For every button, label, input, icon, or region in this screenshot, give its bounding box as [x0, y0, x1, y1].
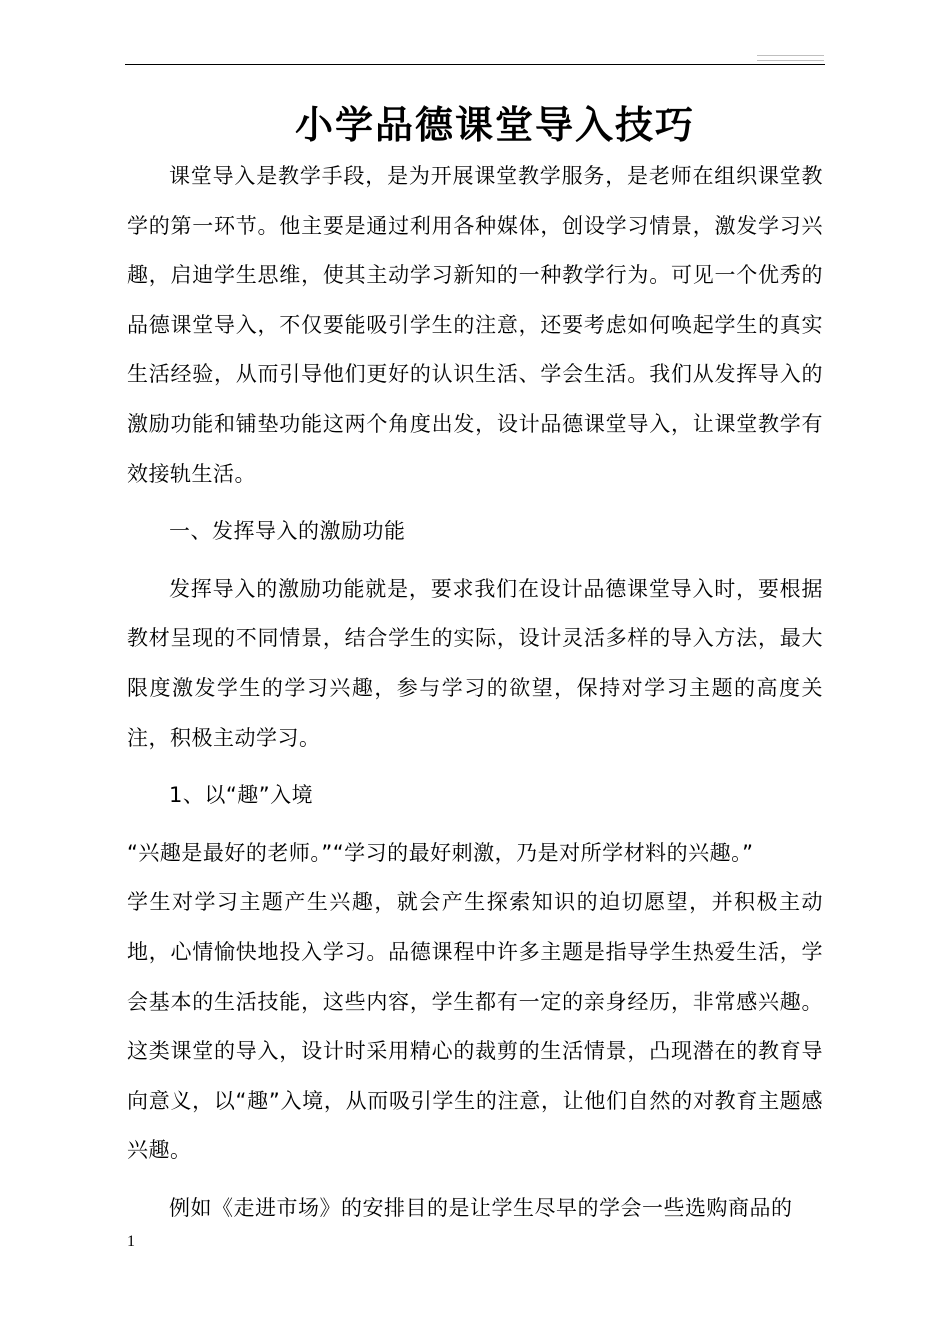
- header-mark: [757, 55, 824, 56]
- section-heading: 一、发挥导入的激励功能: [169, 519, 406, 544]
- paragraph-intro: 课堂导入是教学手段，是为开展课堂教学服务，是老师在组织课堂教学的第一环节。他主要是通过利用各种媒体，创设学习情景，激发学习兴趣，启迪学生思维，使其主动学习新知的一种教学行为。可见一个优秀的品德课堂导入，不仅要能吸引学生的注意，还要考虑如何唤起学生的真实生活经验，从而引导他们更好的认识生活、学会生活。我们从发挥导入的激励功能和铺垫功能这两个角度出发，设计品德课堂导入，让课堂教学有效接轨生活。: [127, 164, 823, 486]
- paragraph-example: 例如《走进市场》的安排目的是让学生尽早的学会一些选购商品的: [169, 1195, 793, 1220]
- page-number: 1: [127, 1233, 135, 1250]
- document-body: [127, 152, 823, 1233]
- quote-line: “兴趣是最好的老师。”“学习的最好刺激，乃是对所学材料的兴趣。”: [127, 840, 754, 865]
- quote-continuation: 学生对学习主题产生兴趣，就会产生探索知识的迫切愿望，并积极主动地，心情愉快地投入学习。品德课程中许多主题是指导学生热爱生活，学会基本的生活技能，这些内容，学生都有一定的亲身经历，非常感兴趣。这类课堂的导入，设计时采用精心的裁剪的生活情景，凸现潜在的教育导向意义，以“趣”入境，从而吸引学生的注意，让他们自然的对教育主题感兴趣。: [127, 890, 823, 1163]
- header-rule: [125, 64, 825, 65]
- quote-paragraph: [127, 829, 823, 1176]
- paragraph-incentive: 发挥导入的激励功能就是，要求我们在设计品德课堂导入时，要根据教材呈现的不同情景，结合学生的实际，设计灵活多样的导入方法，最大限度激发学生的学习兴趣，参与学习的欲望，保持对学习主题的高度关注，积极主动学习。: [127, 576, 823, 750]
- header-mark: [757, 60, 824, 61]
- subsection-heading: 1、以“趣”入境: [169, 783, 314, 808]
- document-title: 小学品德课堂导入技巧: [294, 102, 695, 148]
